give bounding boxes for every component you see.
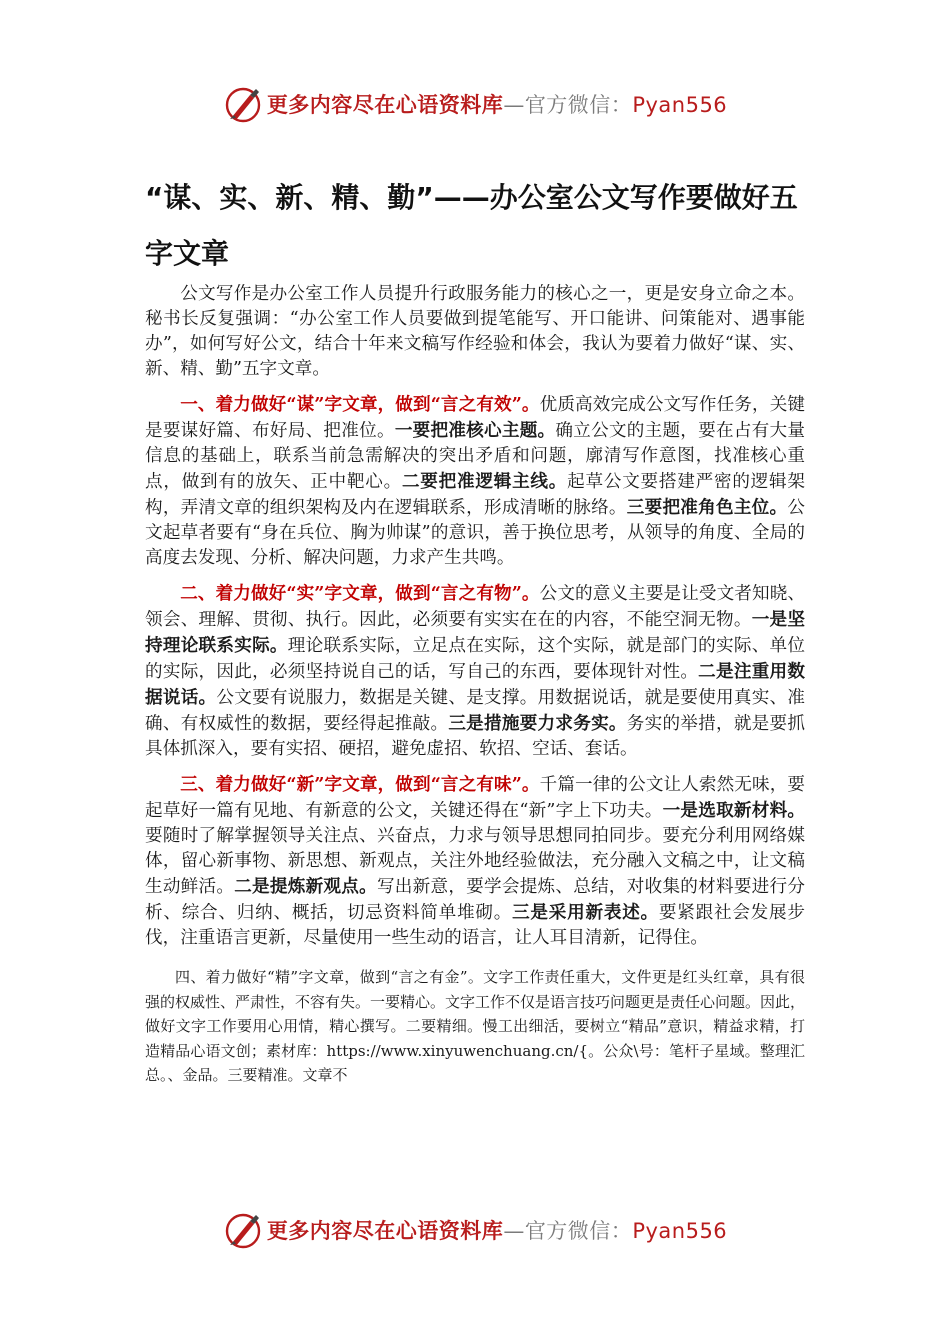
header-banner <box>0 76 950 132</box>
section-1-point-2-text: 起草公文要搭建严密的逻辑架构，弄清文章的组织架构及内在逻辑联系，形成清晰的脉络。 <box>145 472 805 518</box>
footer-wechat-label: 官方微信： <box>524 1219 633 1243</box>
section-3-lead: 千篇一律的公文让人索然无味，要起草好一篇有见地、有新意的公文，关键还得在“新”字上下功夫。 <box>145 775 805 821</box>
section-3-paragraph <box>145 772 805 951</box>
section-1-point-3-label: 三要把准角色主位。 <box>626 497 788 518</box>
intro-paragraph: 公文写作是办公室工作人员提升行政服务能力的核心之一，更是安身立命之本。秘书长反复强调：“办公室工作人员要做到提笔能写、开口能讲、问策能对、遇事能办”，如何写好公文，结合十年来文稿写作经验和体会，我认为要着力做好“谋、实、新、精、勤”五字文章。 <box>145 284 805 379</box>
section-4-paragraph: 四、着力做好“精”字文章，做到“言之有金”。文字工作责任重大，文件更是红头红章，具有很强的权威性、严肃性，不容有失。一要精心。文字工作不仅是语言技巧问题更是责任心问题。因此，做好文字工作要用心用情，精心撰写。二要精细。慢工出细活，要树立“精品”意识，精益求精，打造精品心语文创；素材库：https://www.xinyuwenchuang.cn/{。公众\号：笔杆子星域。整理汇总。、金品。三要精准。文章不 <box>145 968 806 1085</box>
section-1-lead: 优质高效完成公文写作任务，关键是要谋好篇、布好局、把准位。 <box>145 395 805 441</box>
section-3-point-2-label: 二是提炼新观点。 <box>234 876 377 897</box>
header-wechat-id: Pyan556 <box>632 93 728 117</box>
section-3-point-3-text: 要紧跟社会发展步伐，注重语言更新，尽量使用一些生动的语言，让人耳目清新，记得住。 <box>145 903 805 948</box>
footer-banner <box>0 1202 950 1258</box>
section-2-point-2-label: 二是注重用数据说话。 <box>145 661 805 708</box>
footer-banner-text <box>267 1215 727 1245</box>
section-1-paragraph <box>145 392 805 571</box>
section-2-point-1-text: 理论联系实际，立足点在实际，这个实际，就是部门的实际、单位的实际，因此，必须坚持说自己的话，写自己的东西，要体现针对性。 <box>145 636 805 682</box>
pen-logo-icon <box>223 1210 263 1250</box>
section-2-point-2-text: 公文要有说服力，数据是关键、是支撑。用数据说话，就是要使用真实、准确、有权威性的数据，要经得起推敲。 <box>145 688 805 734</box>
section-2-heading: 二、着力做好“实”字文章，做到“言之有物”。 <box>180 583 540 604</box>
section-2-point-1-label: 一是坚持理论联系实际。 <box>145 609 805 656</box>
section-2-point-3-text: 务实的举措，就是要抓具体抓深入，要有实招、硬招，避免虚招、软招、空话、套话。 <box>145 714 805 759</box>
section-3-point-3-label: 三是采用新表述。 <box>512 902 659 923</box>
section-1-point-1-text: 确立公文的主题，要在占有大量信息的基础上，联系当前急需解决的突出矛盾和问题，廓清写作意图，找准核心重点，做到有的放矢、正中靶心。 <box>145 421 805 492</box>
article-title: “谋、实、新、精、勤”——办公室公文写作要做好五字文章 <box>145 181 798 270</box>
footer-banner-separator: — <box>503 1219 525 1243</box>
section-3-heading: 三、着力做好“新”字文章，做到“言之有味”。 <box>180 774 540 795</box>
header-banner-main: 更多内容尽在心语资料库 <box>266 93 504 117</box>
pen-logo-icon <box>223 84 263 124</box>
header-wechat-label: 官方微信： <box>524 93 633 117</box>
section-3-point-2-text: 写出新意，要学会提炼、总结，对收集的材料要进行分析、综合、归纳、概括，切忌资料简单堆砌。 <box>145 877 805 923</box>
article-body <box>145 282 805 1088</box>
section-2-paragraph <box>145 581 805 762</box>
section-1-heading: 一、着力做好“谋”字文章，做到“言之有效”。 <box>180 394 540 415</box>
section-3-point-1-label: 一是选取新材料。 <box>662 800 805 821</box>
header-banner-text <box>267 89 727 119</box>
section-2-point-3-label: 三是措施要力求务实。 <box>448 713 627 734</box>
section-3-point-1-text: 要随时了解掌握领导关注点、兴奋点，力求与领导思想同拍同步。要充分利用网络媒体，留心新事物、新思想、新观点，关注外地经验做法，充分融入文稿之中，让文稿生动鲜活。 <box>145 826 805 897</box>
section-1-point-1-label: 一要把准核心主题。 <box>394 420 556 441</box>
footer-wechat-id: Pyan556 <box>632 1219 728 1243</box>
section-1-point-2-label: 二要把准逻辑主线。 <box>401 471 568 492</box>
footer-banner-main: 更多内容尽在心语资料库 <box>266 1219 504 1243</box>
header-banner-separator: — <box>503 93 525 117</box>
section-2-lead: 公文的意义主要是让受文者知晓、领会、理解、贯彻、执行。因此，必须要有实实在在的内容，不能空洞无物。 <box>145 584 805 630</box>
section-1-point-3-text: 公文起草者要有“身在兵位、胸为帅谋”的意识，善于换位思考，从领导的角度、全局的高度去发现、分析、解决问题，力求产生共鸣。 <box>145 498 805 568</box>
